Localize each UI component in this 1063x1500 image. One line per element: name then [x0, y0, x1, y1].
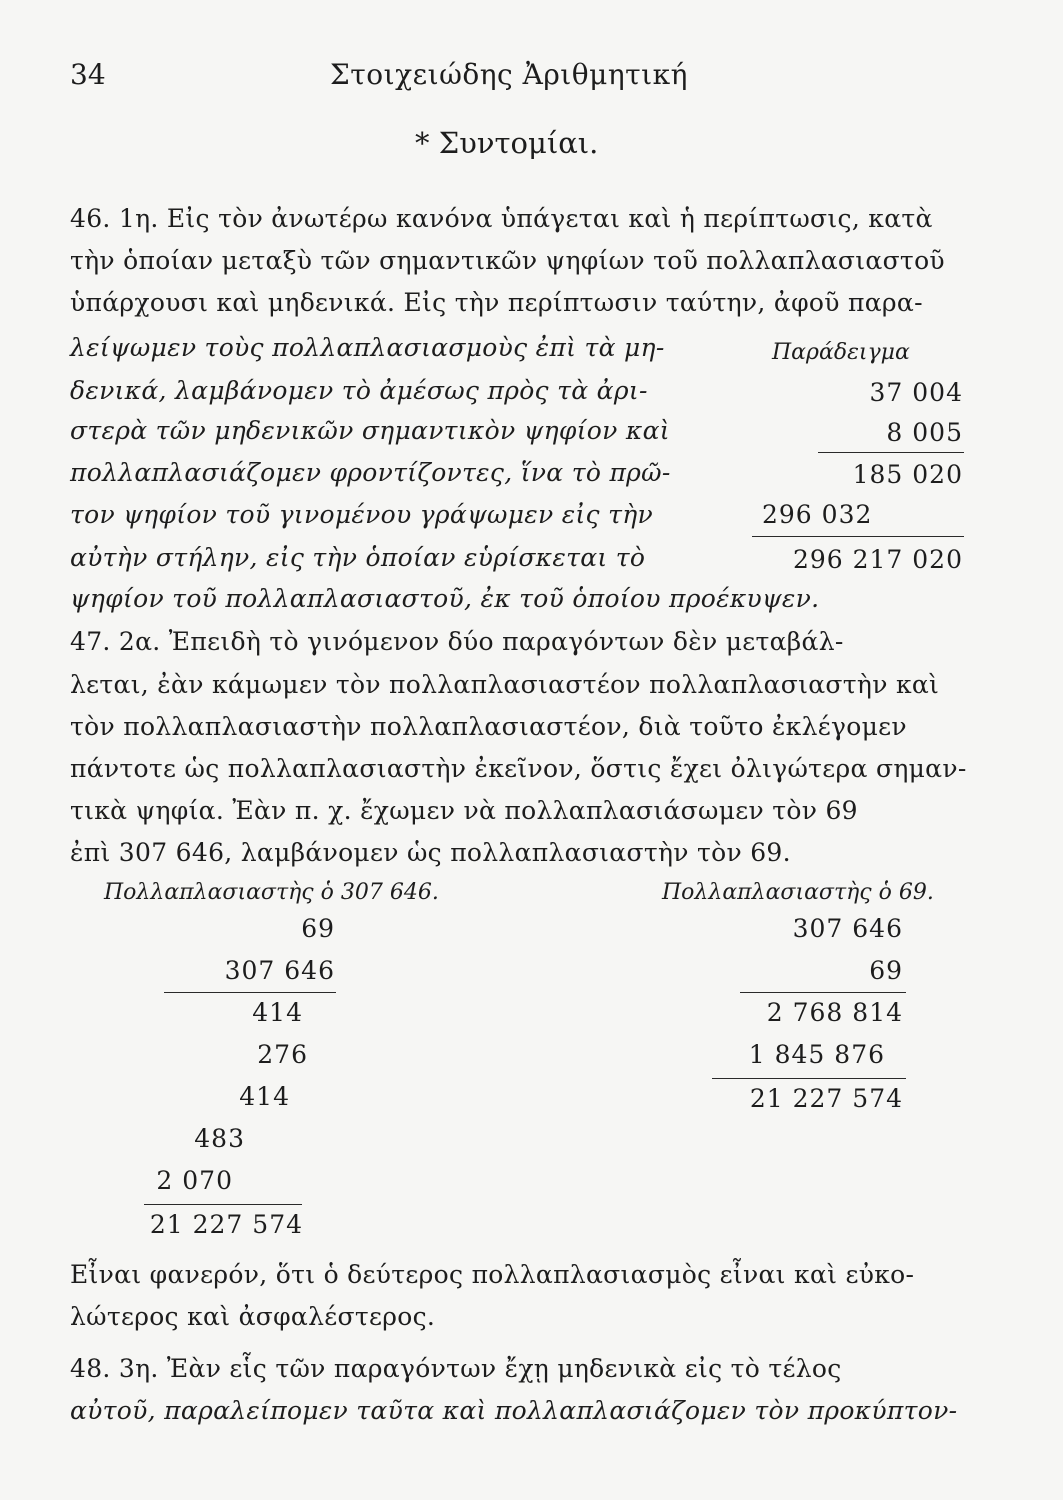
example-caption: Παράδειγμα	[772, 340, 910, 365]
example-row-5: 296 217 020	[792, 545, 963, 574]
example-rule-1	[818, 452, 964, 453]
calc-left-rule-1	[164, 992, 336, 993]
example-row-3: 185 020	[852, 460, 963, 489]
para47-line-2: λεται, ἐὰν κάμωμεν τὸν πολλαπλασιαστέον πολλαπλασιαστὴν καὶ	[70, 670, 940, 699]
calc-right-row-2: 69	[869, 956, 903, 985]
calc-left-rule-2	[144, 1204, 302, 1205]
calc-left-row-8: 21 227 574	[149, 1210, 303, 1239]
example-row-4: 296 032	[762, 500, 873, 529]
section-title: * Συντομίαι.	[415, 126, 599, 160]
running-title: Στοιχειώδης Ἀριθμητική	[330, 58, 688, 91]
calc-right-rule-1	[740, 992, 906, 993]
para47-line-6: ἐπὶ 307 646, λαμβάνομεν ὡς πολλαπλασιαστὴν τὸν 69.	[70, 838, 791, 867]
example-row-1: 37 004	[869, 378, 963, 407]
page-number: 34	[70, 58, 106, 91]
para48-line-1: 48. 3η. Ἐὰν εἷς τῶν παραγόντων ἔχῃ μηδενικὰ εἰς τὸ τέλος	[70, 1354, 842, 1383]
calc-left-row-3: 414	[252, 998, 303, 1027]
para46-narrow-line-4: πολλαπλασιάζομεν φροντίζοντες, ἵνα τὸ πρῶ-	[70, 458, 671, 487]
para46-narrow-line-3: στερὰ τῶν μηδενικῶν σημαντικὸν ψηφίον καὶ	[70, 416, 670, 445]
para46-last-line: ψηφίον τοῦ πολλαπλασιαστοῦ, ἐκ τοῦ ὁποίου προέκυψεν.	[70, 584, 820, 613]
calc-left-row-4: 276	[257, 1040, 308, 1069]
example-rule-2	[752, 536, 964, 537]
calc-left-row-6: 483	[194, 1124, 245, 1153]
calc-right-row-3: 2 768 814	[766, 998, 903, 1027]
calc-right-row-1: 307 646	[792, 914, 903, 943]
para47-line-1: 47. 2α. Ἐπειδὴ τὸ γινόμενον δύο παραγόντων δὲν μεταβάλ-	[70, 627, 844, 656]
para46-narrow-line-2: δενικά, λαμβάνομεν τὸ ἀμέσως πρὸς τὰ ἀρι-	[70, 376, 648, 405]
calc-right-caption: Πολλαπλασιαστὴς ὁ 69.	[662, 880, 934, 905]
calc-left-row-7: 2 070	[156, 1166, 233, 1195]
para46-narrow-line-5: τον ψηφίον τοῦ γινομένου γράψωμεν εἰς τὴν	[70, 500, 653, 529]
calc-left-row-2: 307 646	[224, 956, 335, 985]
para47-line-4: πάντοτε ὡς πολλαπλασιαστὴν ἐκεῖνον, ὅστις ἔχει ὀλιγώτερα σημαν-	[70, 754, 967, 783]
calc-left-row-5: 414	[239, 1082, 290, 1111]
para46-line-1: 46. 1η. Εἰς τὸν ἀνωτέρω κανόνα ὑπάγεται καὶ ἡ περίπτωσις, κατὰ	[70, 204, 933, 233]
conclusion-line-2: λώτερος καὶ ἀσφαλέστερος.	[70, 1302, 436, 1331]
calc-left-caption: Πολλαπλασιαστὴς ὁ 307 646.	[104, 880, 439, 905]
calc-right-row-4: 1 845 876	[748, 1040, 885, 1069]
para46-line-2: τὴν ὁποίαν μεταξὺ τῶν σημαντικῶν ψηφίων τοῦ πολλαπλασιαστοῦ	[70, 246, 945, 275]
para47-line-5: τικὰ ψηφία. Ἐὰν π. χ. ἔχωμεν νὰ πολλαπλασιάσωμεν τὸν 69	[70, 796, 858, 825]
calc-right-rule-2	[712, 1078, 906, 1079]
para46-narrow-line-6: αὐτὴν στήλην, εἰς τὴν ὁποίαν εὑρίσκεται τὸ	[70, 543, 646, 572]
calc-right-row-5: 21 227 574	[749, 1084, 903, 1113]
para46-narrow-line-1: λείψωμεν τοὺς πολλαπλασιασμοὺς ἐπὶ τὰ μη-	[70, 333, 665, 362]
example-row-2: 8 005	[886, 418, 963, 447]
calc-left-row-1: 69	[301, 914, 335, 943]
para46-line-3: ὑπάρχουσι καὶ μηδενικά. Εἰς τὴν περίπτωσιν ταύτην, ἀφοῦ παρα-	[70, 288, 923, 317]
conclusion-line-1: Εἶναι φανερόν, ὅτι ὁ δεύτερος πολλαπλασιασμὸς εἶναι καὶ εὐκο-	[70, 1260, 915, 1289]
para48-line-2: αὐτοῦ, παραλείπομεν ταῦτα καὶ πολλαπλασιάζομεν τὸν προκύπτον-	[70, 1396, 958, 1425]
para47-line-3: τὸν πολλαπλασιαστὴν πολλαπλασιαστέον, διὰ τοῦτο ἐκλέγομεν	[70, 712, 907, 741]
